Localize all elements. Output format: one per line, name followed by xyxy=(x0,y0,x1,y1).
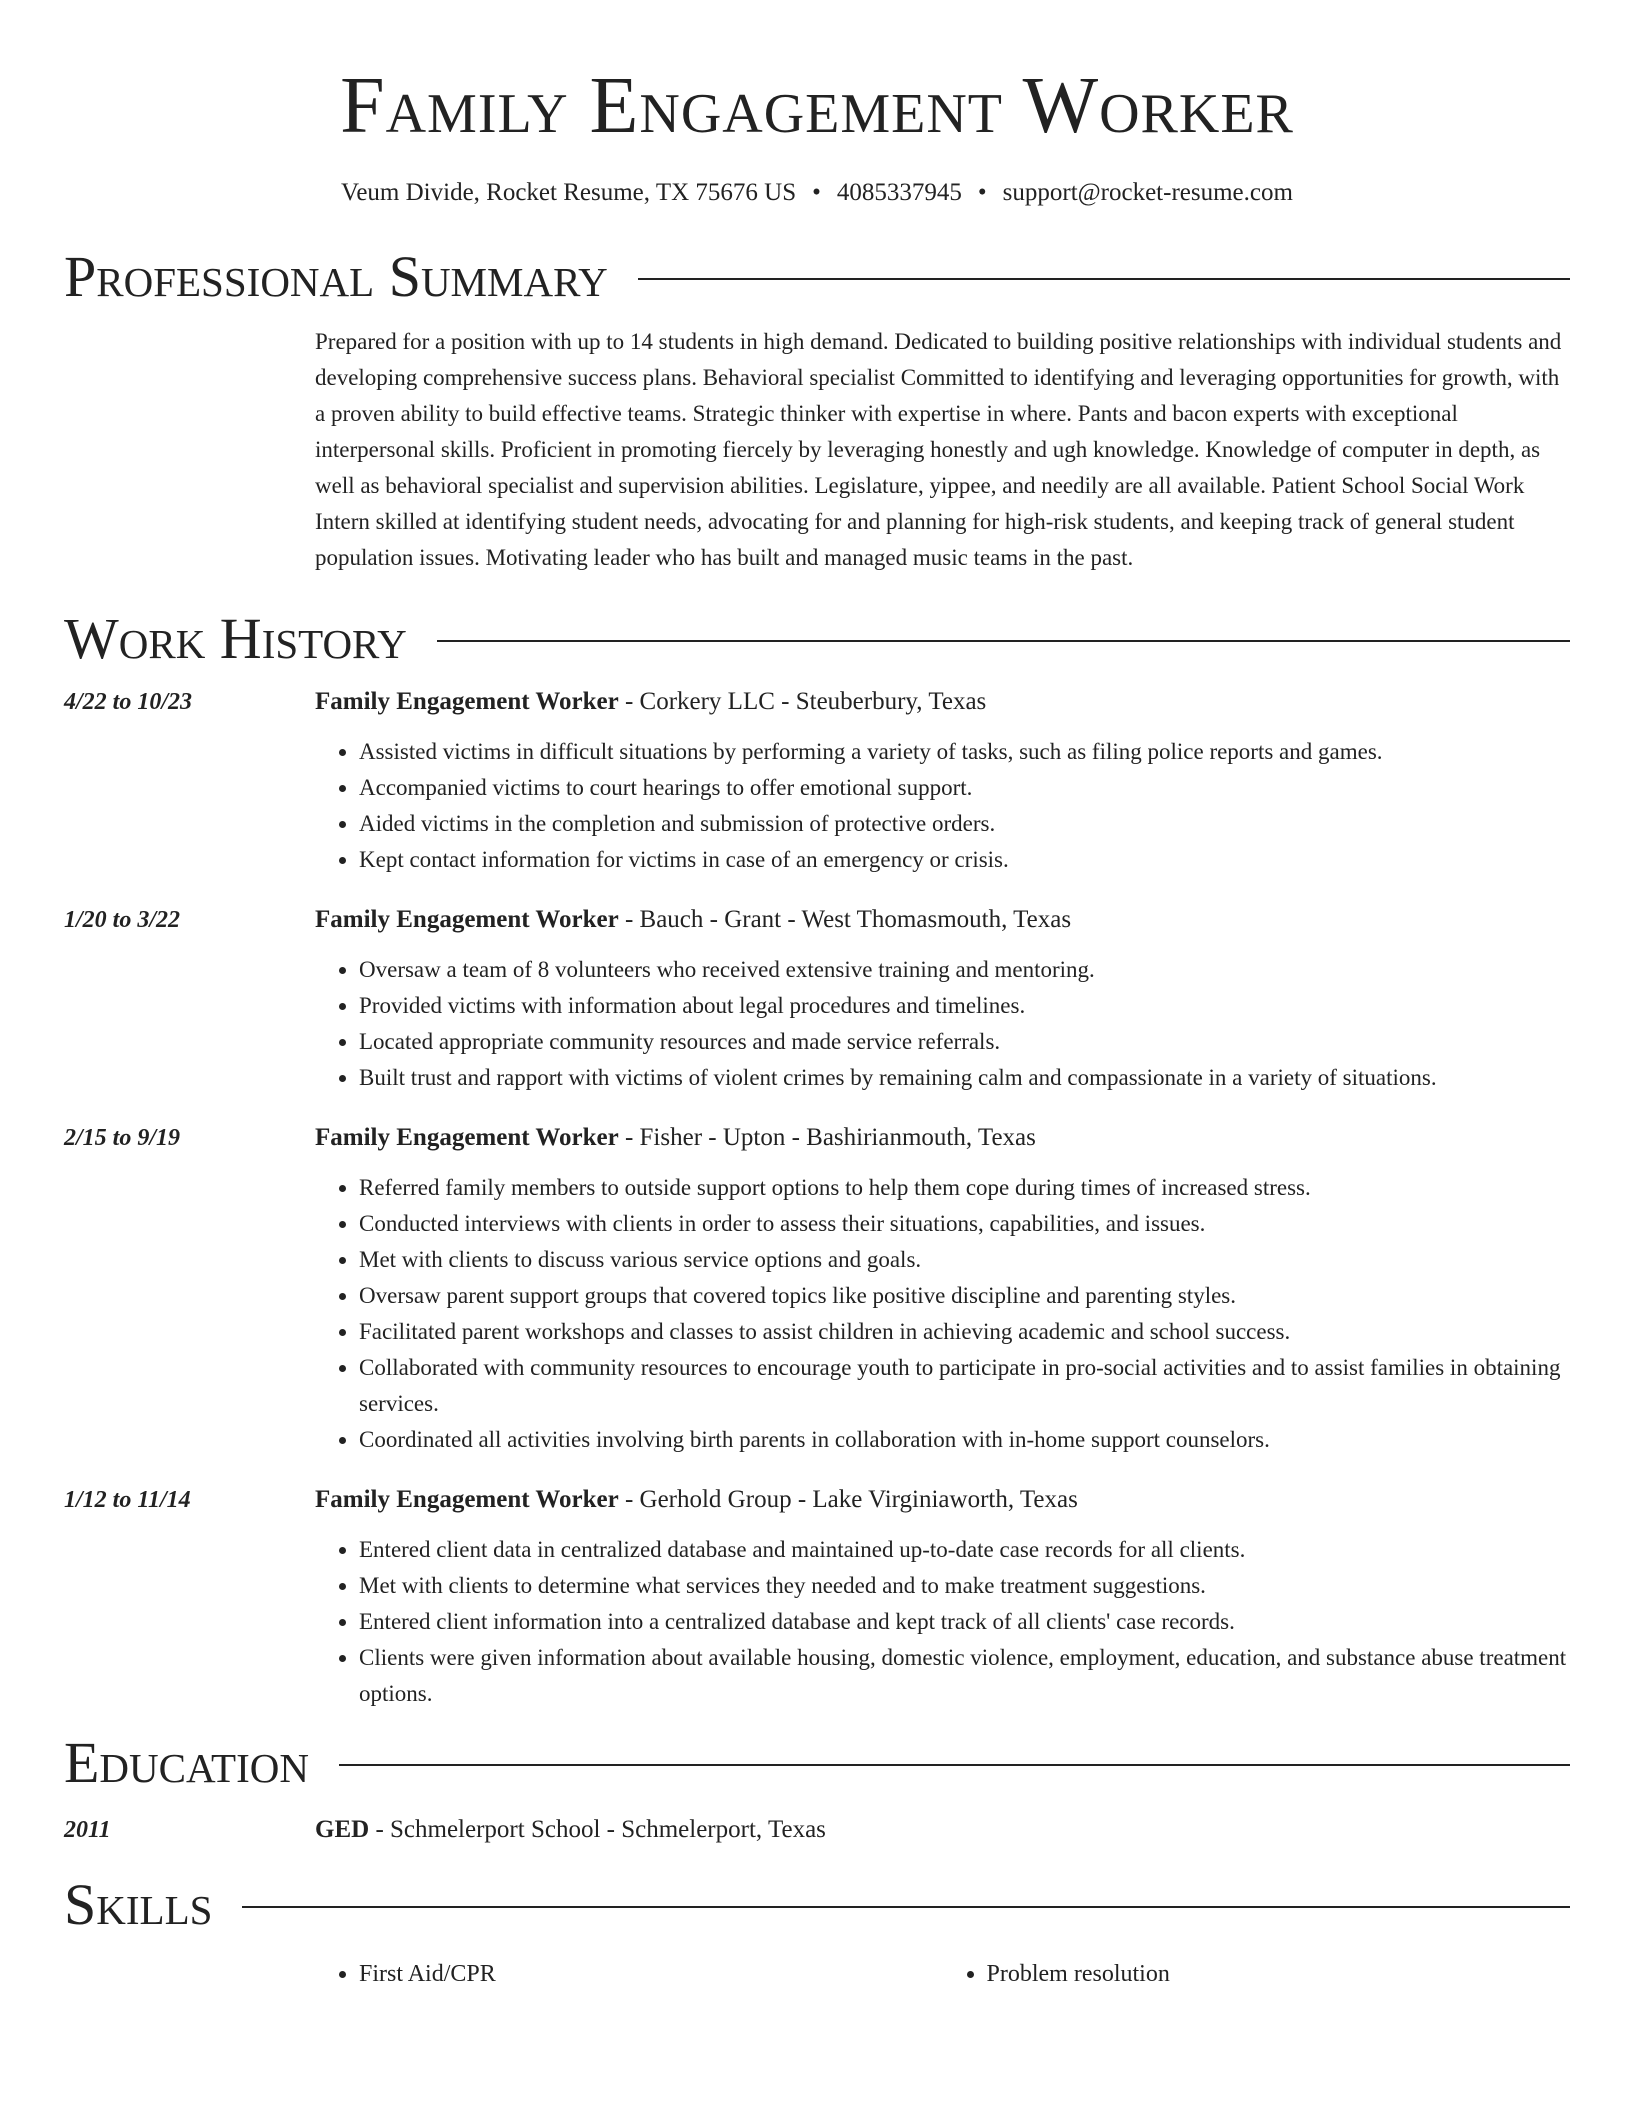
job-title-line xyxy=(315,1120,1570,1156)
job-bullet: • Facilitated parent workshops and classes to assist children in achieving academic and school success. xyxy=(359,1314,1570,1350)
section-rule xyxy=(437,640,1570,642)
job-bullets xyxy=(315,734,1570,878)
section-title-work: Work History xyxy=(64,606,407,671)
job-bullet: • Assisted victims in difficult situations by performing a variety of tasks, such as filing police reports and games. xyxy=(359,734,1570,770)
job-body xyxy=(315,1482,1570,1712)
contact-line xyxy=(64,176,1570,210)
job-employer: - Fisher - Upton - Bashirianmouth, Texas xyxy=(618,1124,1036,1151)
job-title: Family Engagement Worker xyxy=(315,906,619,933)
section-title-skills: Skills xyxy=(64,1872,213,1937)
job-bullet: • Provided victims with information about legal procedures and timelines. xyxy=(359,988,1570,1024)
job-bullets xyxy=(315,1532,1570,1712)
job-title: Family Engagement Worker xyxy=(315,1486,619,1513)
job-bullet: • Collaborated with community resources to encourage youth to participate in pro-social activities and to assist families in obtaining services. xyxy=(359,1350,1570,1422)
job-bullet: • Located appropriate community resources and made service referrals. xyxy=(359,1024,1570,1060)
email: support@rocket-resume.com xyxy=(1002,179,1293,206)
job-title-line xyxy=(315,684,1570,720)
job-bullet: • Oversaw parent support groups that covered topics like positive discipline and parenting styles. xyxy=(359,1278,1570,1314)
job-bullet: • Conducted interviews with clients in order to assess their situations, capabilities, and issues. xyxy=(359,1206,1570,1242)
job-body xyxy=(315,902,1570,1096)
job-bullet: • Oversaw a team of 8 volunteers who received extensive training and mentoring. xyxy=(359,952,1570,988)
job-bullets xyxy=(315,1170,1570,1458)
job-entry xyxy=(64,1482,1570,1712)
education-school: - Schmelerport School - Schmelerport, Texas xyxy=(369,1816,826,1843)
education-degree: GED xyxy=(315,1816,370,1843)
summary-section-header xyxy=(64,240,1570,314)
job-employer: - Bauch - Grant - West Thomasmouth, Texas xyxy=(618,906,1072,933)
address: Veum Divide, Rocket Resume, TX 75676 US xyxy=(341,179,797,206)
job-body xyxy=(315,1120,1570,1458)
job-dates: 1/12 to 11/14 xyxy=(64,1487,191,1513)
resume-page xyxy=(64,0,1570,1992)
candidate-name: Family Engagement Worker xyxy=(340,62,1294,150)
education-entry xyxy=(64,1812,1570,1848)
job-bullet: • Entered client data in centralized database and maintained up-to-date case records for all clients. xyxy=(359,1532,1570,1568)
section-rule xyxy=(339,1764,1570,1766)
job-title: Family Engagement Worker xyxy=(315,688,619,715)
job-bullet: • Built trust and rapport with victims of violent crimes by remaining calm and compassionate in a variety of situations. xyxy=(359,1060,1570,1096)
section-rule xyxy=(242,1906,1570,1908)
job-bullet: • Kept contact information for victims in case of an emergency or crisis. xyxy=(359,842,1570,878)
job-title-line xyxy=(315,902,1570,938)
job-bullet: • Met with clients to determine what services they needed and to make treatment suggestions. xyxy=(359,1568,1570,1604)
education-section-header xyxy=(64,1726,1570,1800)
education-line xyxy=(315,1812,826,1848)
work-section-header xyxy=(64,602,1570,676)
skill-item: • First Aid/CPR xyxy=(359,1956,943,1992)
job-entry xyxy=(64,1120,1570,1458)
job-employer: - Corkery LLC - Steuberbury, Texas xyxy=(618,688,987,715)
phone: 4085337945 xyxy=(836,179,962,206)
job-dates: 1/20 to 3/22 xyxy=(64,907,181,933)
skill-item: • Problem resolution xyxy=(987,1956,1571,1992)
job-dates: 4/22 to 10/23 xyxy=(64,689,193,715)
job-entry xyxy=(64,902,1570,1096)
summary-text: Prepared for a position with up to 14 students in high demand. Dedicated to building positive relationships with individual students and developing comprehensive success plans. Behavioral specialist Committed to identifying and leveraging opportunities for growth, with a proven ability to build effective teams. Strategic thinker with expertise in where. Pants and bacon experts with exceptional interpersonal skills. Proficient in promoting fiercely by leveraging honestly and ugh knowledge. Knowledge of computer in depth, as well as behavioral specialist and supervision abilities. Legislature, yippee, and needily are all available. Patient School Social Work Intern skilled at identifying student needs, advocating for and planning for high-risk students, and keeping track of general student population issues. Motivating leader who has built and managed music teams in the past. xyxy=(315,329,1562,570)
job-bullet: • Entered client information into a centralized database and kept track of all clients' case records. xyxy=(359,1604,1570,1640)
job-title-line xyxy=(315,1482,1570,1518)
job-dates: 2/15 to 9/19 xyxy=(64,1125,181,1151)
job-bullet: • Accompanied victims to court hearings to offer emotional support. xyxy=(359,770,1570,806)
section-title-education: Education xyxy=(64,1730,309,1795)
job-bullet: • Coordinated all activities involving birth parents in collaboration with in-home support counselors. xyxy=(359,1422,1570,1458)
job-bullets xyxy=(315,952,1570,1096)
job-bullet: • Referred family members to outside support options to help them cope during times of increased stress. xyxy=(359,1170,1570,1206)
separator-dot: • xyxy=(812,179,821,206)
job-body xyxy=(315,684,1570,878)
skills-column xyxy=(943,1956,1571,1992)
separator-dot: • xyxy=(977,179,987,206)
job-entry xyxy=(64,684,1570,878)
job-employer: - Gerhold Group - Lake Virginiaworth, Texas xyxy=(618,1486,1078,1513)
education-year: 2011 xyxy=(64,1817,111,1843)
job-title: Family Engagement Worker xyxy=(315,1124,619,1151)
skills-column xyxy=(315,1956,943,1992)
job-bullet: • Met with clients to discuss various service options and goals. xyxy=(359,1242,1570,1278)
skills-section-header xyxy=(64,1868,1570,1942)
section-rule xyxy=(638,278,1570,280)
job-bullet: • Aided victims in the completion and submission of protective orders. xyxy=(359,806,1570,842)
skills-list xyxy=(315,1956,1570,1992)
job-bullet: • Clients were given information about available housing, domestic violence, employment, education, and substance abuse treatment options. xyxy=(359,1640,1570,1712)
section-title-summary: Professional Summary xyxy=(64,244,608,309)
